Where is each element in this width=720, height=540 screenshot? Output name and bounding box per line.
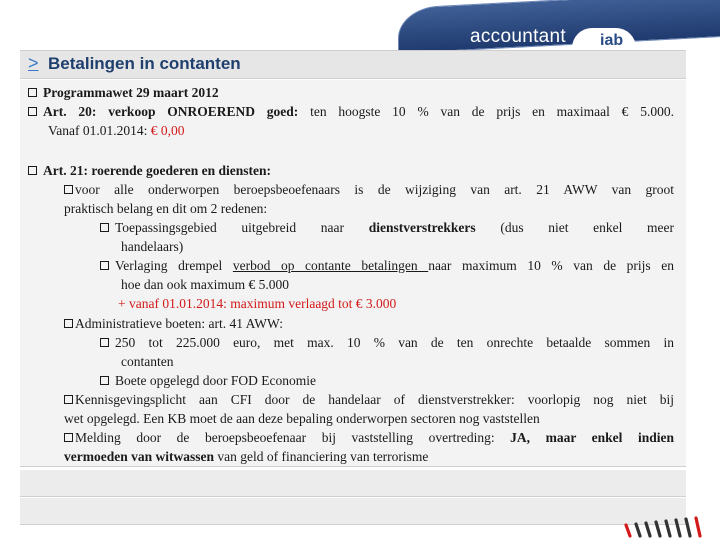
sub-bullet-reporting: Melding door de beroepsbeoefenaar bij vaststelling overtreding: JA, maar enkel indien <box>64 428 674 447</box>
chevron-link-icon[interactable]: > <box>28 53 39 73</box>
checkbox-bullet-icon <box>64 433 73 442</box>
checkbox-bullet-icon <box>28 166 37 175</box>
sub-bullet-reasons-line2: praktisch belang en dit om 2 redenen: <box>64 201 268 216</box>
brand-logo-text: accountant <box>470 26 566 47</box>
checkbox-bullet-icon <box>100 223 109 232</box>
title-bar <box>20 50 686 79</box>
empty-row-band <box>20 498 686 525</box>
tertiary-bullet-fine-amount-line2: contanten <box>121 354 174 369</box>
checkbox-bullet-icon <box>100 261 109 270</box>
sub-bullet-reasons: voor alle onderworpen beroepsbeoefenaars is de wijziging van art. 21 AWW van groot <box>64 180 674 199</box>
sub-bullet-fines: Administratieve boeten: art. 41 AWW: <box>64 314 283 333</box>
checkbox-bullet-icon <box>64 319 73 328</box>
brand-badge-text: iab <box>600 32 624 49</box>
bullet-art20-line2: Vanaf 01.01.2014: € 0,00 <box>48 123 185 138</box>
tertiary-bullet-threshold-line2: hoe dan ook maximum € 5.000 <box>121 277 289 292</box>
sub-bullet-notification-line2: wet opgelegd. Een KB moet de aan deze bepaling onderworpen sectoren nog vaststellen <box>64 411 540 426</box>
tertiary-bullet-fod: Boete opgelegd door FOD Economie <box>100 371 316 390</box>
checkbox-bullet-icon <box>100 376 109 385</box>
checkbox-bullet-icon <box>28 107 37 116</box>
checkbox-bullet-icon <box>64 395 73 404</box>
tertiary-bullet-scope-line2: handelaars) <box>121 239 184 254</box>
sub-bullet-notification: Kennisgevingsplicht aan CFI door de handelaar of dienstverstrekker: voorlopig nog niet bij <box>64 390 674 409</box>
bullet-art20: Art. 20: verkoop ONROEREND goed: ten hoogste 10 % van de prijs en maximaal € 5.000. <box>28 102 674 121</box>
art20-amount: € 0,00 <box>150 123 185 138</box>
tertiary-bullet-fine-amount: 250 tot 225.000 euro, met max. 10 % van de ten onrechte betaalde sommen in <box>100 333 674 352</box>
tertiary-bullet-threshold: Verlaging drempel verbod op contante betalingen naar maximum 10 % van de prijs en <box>100 256 674 275</box>
bullet-art21: Art. 21: roerende goederen en diensten: <box>28 161 271 180</box>
sub-bullet-reporting-line2: vermoeden van witwassen van geld of financiering van terrorisme <box>64 449 429 464</box>
checkbox-bullet-icon <box>64 185 73 194</box>
checkbox-bullet-icon <box>100 338 109 347</box>
empty-row-band <box>20 470 686 497</box>
threshold-update-note: + vanaf 01.01.2014: maximum verlaagd tot € 3.000 <box>118 296 397 311</box>
checkbox-bullet-icon <box>28 88 37 97</box>
page-title: Betalingen in contanten <box>48 54 241 73</box>
bullet-programmawet: Programmawet 29 maart 2012 <box>28 83 219 102</box>
tertiary-bullet-scope: Toepassingsgebied uitgebreid naar dienstverstrekkers (dus niet enkel meer <box>100 218 674 237</box>
decorative-stripes-icon <box>620 516 710 538</box>
